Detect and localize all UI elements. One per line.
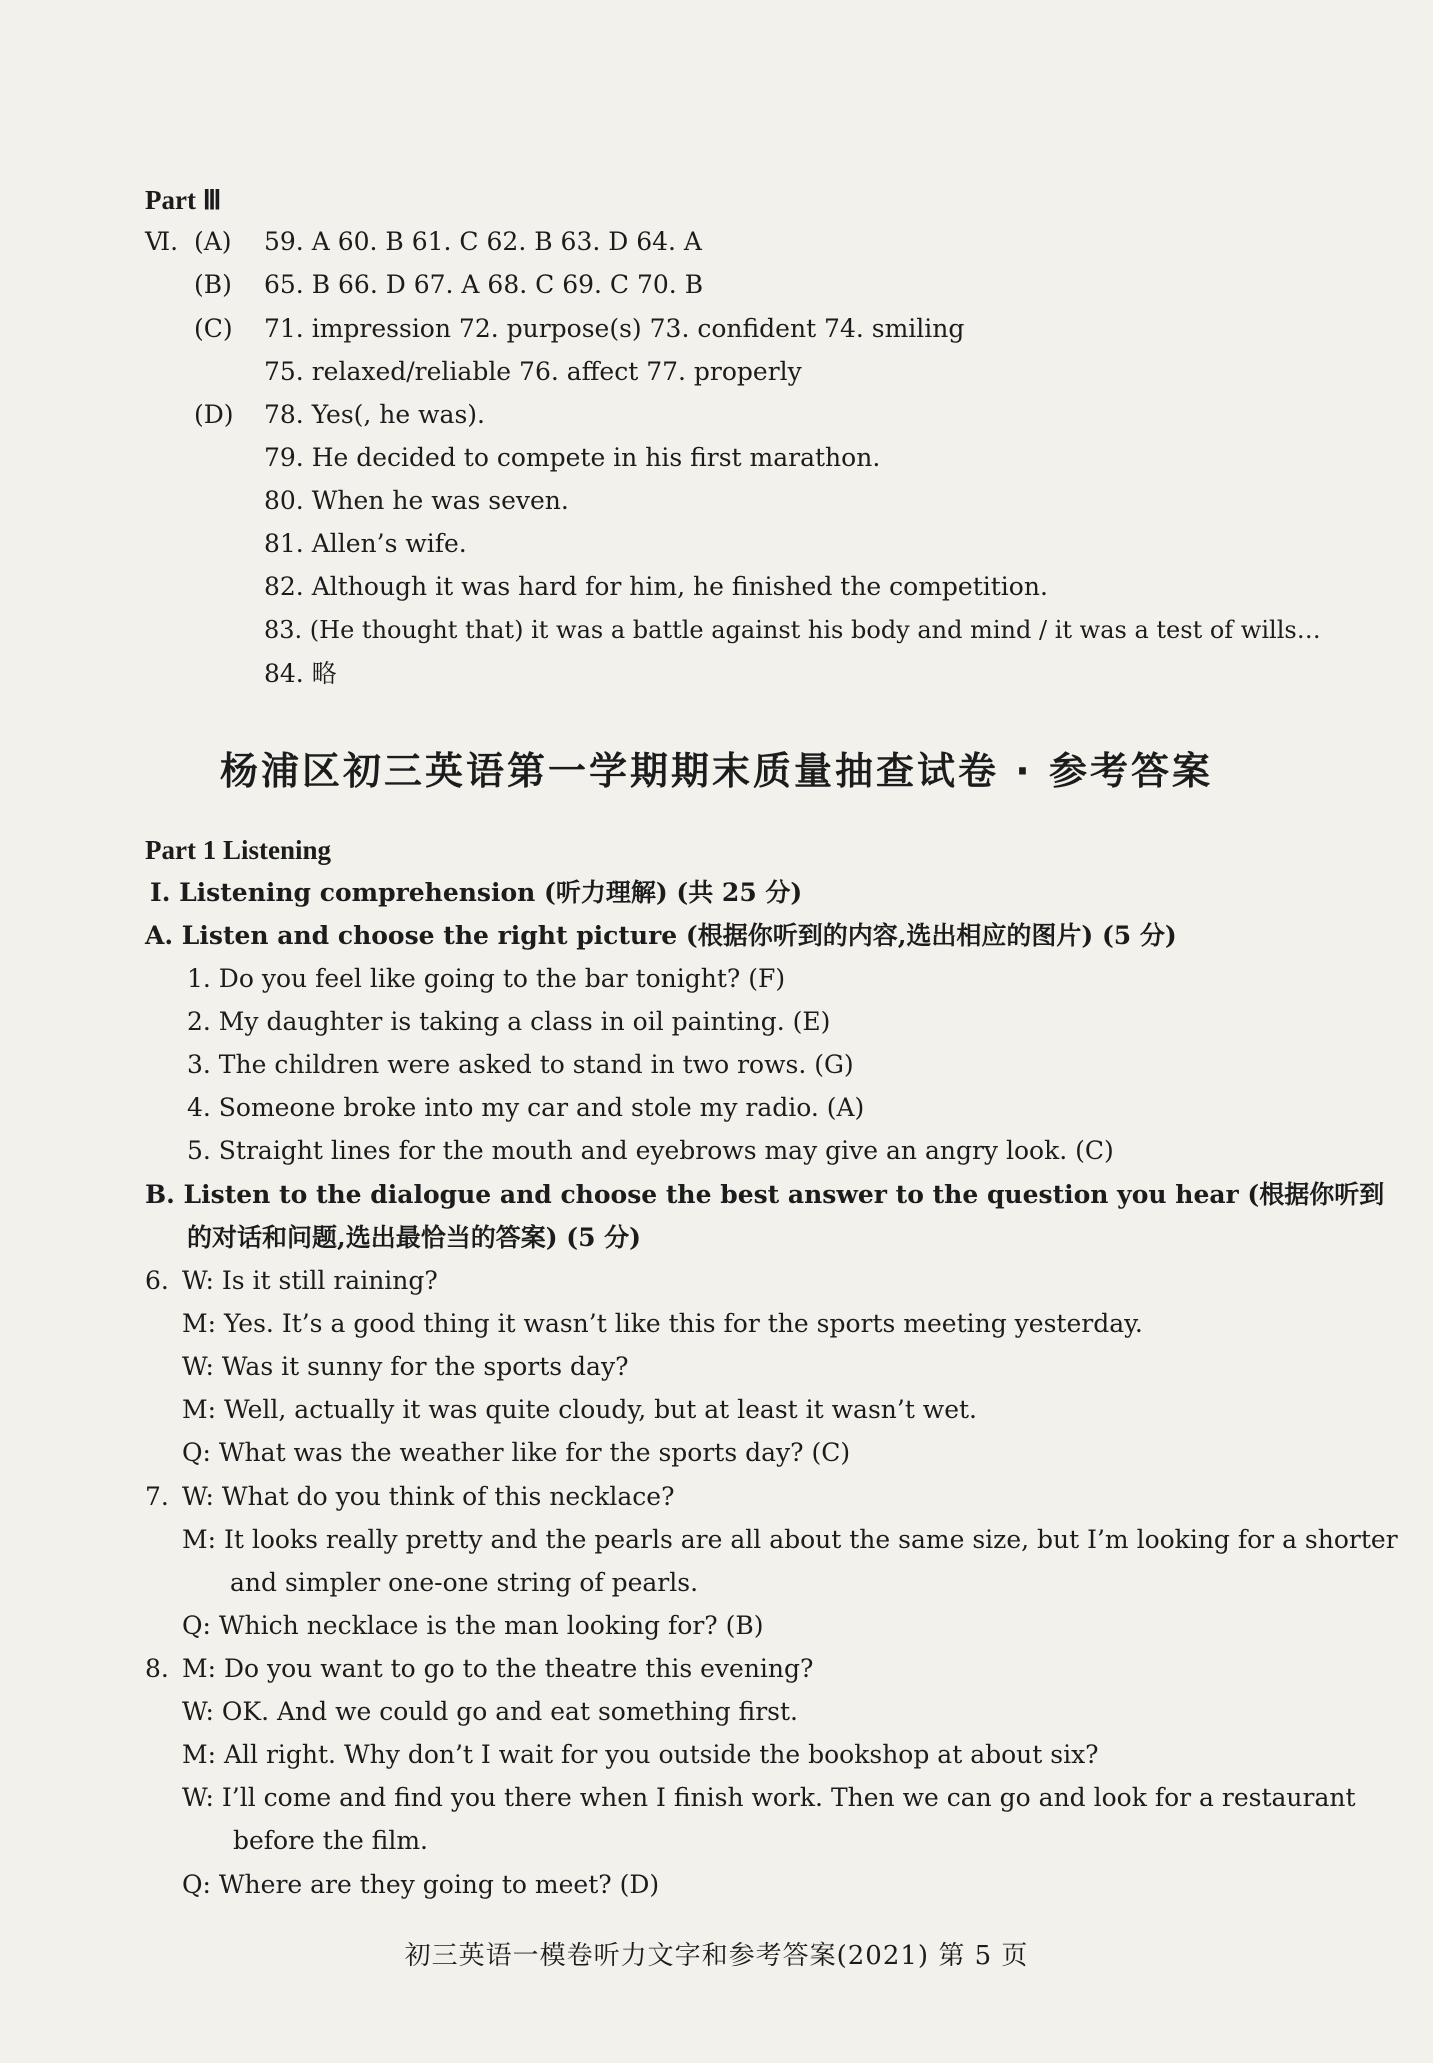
listening-item: 5. Straight lines for the mouth and eyebrows may give an angry look. (C) [187,1136,1114,1165]
section-a-label: (A) [194,227,232,256]
dialogue-line: M: All right. Why don’t I wait for you outside the bookshop at about six? [182,1740,1099,1769]
dialogue-question: Q: What was the weather like for the sports day? (C) [182,1438,851,1467]
section-a-heading: A. Listen and choose the right picture (根据你听到的内容,选出相应的图片) (5 分) [145,921,1177,950]
question-number: 6. [145,1266,169,1295]
dialogue-question: Q: Which necklace is the man looking for? (B) [182,1611,764,1640]
dialogue-line: W: OK. And we could go and eat something first. [182,1697,798,1726]
section-d-item: 84. 略 [264,659,337,688]
listening-item: 3. The children were asked to stand in two rows. (G) [187,1050,854,1079]
dialogue-question: Q: Where are they going to meet? (D) [182,1870,660,1899]
exam-title: 杨浦区初三英语第一学期期末质量抽查试卷 · 参考答案 [220,749,1213,793]
dialogue-line: W: Was it sunny for the sports day? [182,1352,629,1381]
listening-item: 2. My daughter is taking a class in oil painting. (E) [187,1007,831,1036]
section-c-label: (C) [194,314,233,343]
section-d-item: 78. Yes(, he was). [264,400,485,429]
section-d-item: 79. He decided to compete in his first marathon. [264,443,881,472]
question-number: 8. [145,1654,169,1683]
dialogue-line: M: Well, actually it was quite cloudy, but at least it wasn’t wet. [182,1395,977,1424]
section-d-item: 83. (He thought that) it was a battle against his body and mind / it was a test of wills… [264,616,1321,644]
question-number: 7. [145,1482,169,1511]
dialogue-line: W: What do you think of this necklace? [182,1482,675,1511]
dialogue-line: M: Do you want to go to the theatre this evening? [182,1654,814,1683]
section-c-line1: 71. impression 72. purpose(s) 73. confident 74. smiling [264,314,965,343]
section-d-item: 81. Allen’s wife. [264,529,467,558]
section-d-item: 80. When he was seven. [264,486,569,515]
section-b-heading-cont: 的对话和问题,选出最恰当的答案) (5 分) [187,1223,641,1252]
section-d-item: 82. Although it was hard for him, he finished the competition. [264,572,1048,601]
dialogue-line: W: Is it still raining? [182,1266,438,1295]
dialogue-line: M: Yes. It’s a good thing it wasn’t like this for the sports meeting yesterday. [182,1309,1143,1338]
section-b-label: (B) [194,270,232,299]
section-d-label: (D) [194,400,234,429]
listening-item: 4. Someone broke into my car and stole my radio. (A) [187,1093,865,1122]
listening-item: 1. Do you feel like going to the bar tonight? (F) [187,964,786,993]
section-c-line2: 75. relaxed/reliable 76. affect 77. properly [264,357,802,386]
section-vi-label: Ⅵ. [145,227,179,256]
dialogue-line: and simpler one-one string of pearls. [230,1568,699,1597]
dialogue-line: W: I’ll come and find you there when I finish work. Then we can go and look for a restaurant [182,1783,1356,1812]
part1-heading: Part 1 Listening [145,835,331,865]
section-b-answers: 65. B 66. D 67. A 68. C 69. C 70. B [264,270,704,299]
section-a-answers: 59. A 60. B 61. C 62. B 63. D 64. A [264,227,702,256]
dialogue-line: M: It looks really pretty and the pearls are all about the same size, but I’m looking for a shorter [182,1525,1398,1554]
section-b-heading: B. Listen to the dialogue and choose the best answer to the question you hear (根据你听到 [145,1180,1385,1209]
part3-heading: Part Ⅲ [145,185,222,215]
dialogue-line: before the film. [233,1826,429,1855]
section-i-heading: Ⅰ. Listening comprehension (听力理解) (共 25 分) [150,878,803,907]
page-footer: 初三英语一模卷听力文字和参考答案(2021) 第 5 页 [404,1941,1029,1971]
